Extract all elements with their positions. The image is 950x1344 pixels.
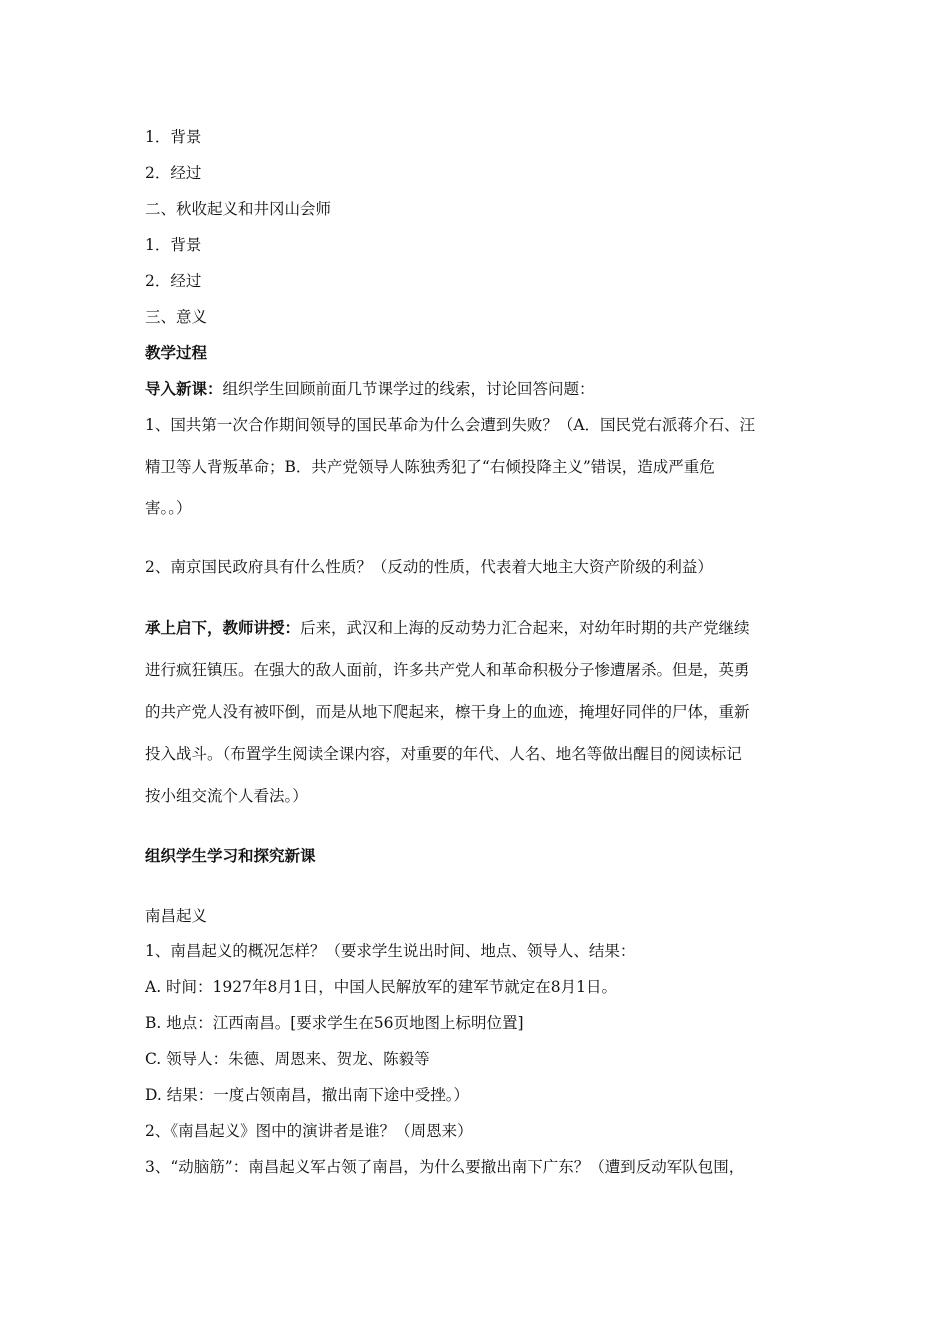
teaching-process-heading: 教学过程: [145, 343, 208, 362]
outline-item-background: 1．背景: [145, 128, 202, 146]
nanchang-answer-result: D. 结果：一度占领南昌，撤出南下途中受挫。）: [145, 1086, 469, 1104]
intro-paragraph: [145, 379, 595, 399]
question1-line1: 1、国共第一次合作期间领导的国民革命为什么会遭到失败？（A．国民党右派蒋介石、汪: [145, 416, 756, 434]
outline-item-process: 2．经过: [145, 164, 202, 182]
transition-label: 承上启下，教师讲授：: [145, 618, 301, 637]
intro-text: 组织学生回顾前面几节课学过的线索，讨论回答问题：: [222, 380, 595, 398]
nanchang-answer-time: A. 时间：1927年8月1日，中国人民解放军的建军节就定在8月1日。: [145, 978, 617, 996]
nanchang-answer-place: B. 地点：江西南昌。[要求学生在56页地图上标明位置]: [145, 1014, 524, 1032]
question2: 2、南京国民政府具有什么性质？（反动的性质，代表着大地主大资产阶级的利益）: [145, 558, 713, 576]
transition-line4: 投入战斗。（布置学生阅读全课内容，对重要的年代、人名、地名等做出醒目的阅读标记: [145, 745, 742, 763]
transition-line1: [145, 618, 750, 638]
outline-item-process-2: 2．经过: [145, 272, 202, 290]
study-heading: 组织学生学习和探究新课: [145, 846, 316, 865]
transition-line2: 进行疯狂镇压。在强大的敌人面前，许多共产党人和革命积极分子惨遭屠杀。但是，英勇: [145, 661, 750, 679]
transition-text: 后来，武汉和上海的反动势力汇合起来，对幼年时期的共产党继续: [300, 619, 750, 637]
question1-line3: 害。。）: [145, 499, 192, 517]
nanchang-question2: 2、《南昌起义》图中的演讲者是谁？（周恩来）: [145, 1122, 473, 1140]
nanchang-question3: 3、“动脑筋”：南昌起义军占领了南昌，为什么要撤出南下广东？（遭到反动军队包围，: [145, 1158, 745, 1176]
nanchang-answer-leaders: C. 领导人：朱德、周恩来、贺龙、陈毅等: [145, 1050, 430, 1068]
section-title-autumn-harvest: 二、秋收起义和井冈山会师: [145, 200, 332, 218]
transition-line3: 的共产党人没有被吓倒，而是从地下爬起来，檫干身上的血迹，掩埋好同伴的尸体，重新: [145, 703, 750, 721]
transition-line5: 按小组交流个人看法。）: [145, 787, 308, 805]
nanchang-title: 南昌起义: [145, 907, 208, 925]
outline-item-background-2: 1．背景: [145, 236, 202, 254]
nanchang-question1: 1、南昌起义的概况怎样？（要求学生说出时间、地点、领导人、结果：: [145, 942, 636, 960]
intro-label: 导入新课：: [145, 379, 223, 398]
question1-line2: 精卫等人背叛革命；B．共产党领导人陈独秀犯了“右倾投降主义”错误，造成严重危: [145, 458, 715, 476]
section-title-significance: 三、意义: [145, 308, 208, 326]
